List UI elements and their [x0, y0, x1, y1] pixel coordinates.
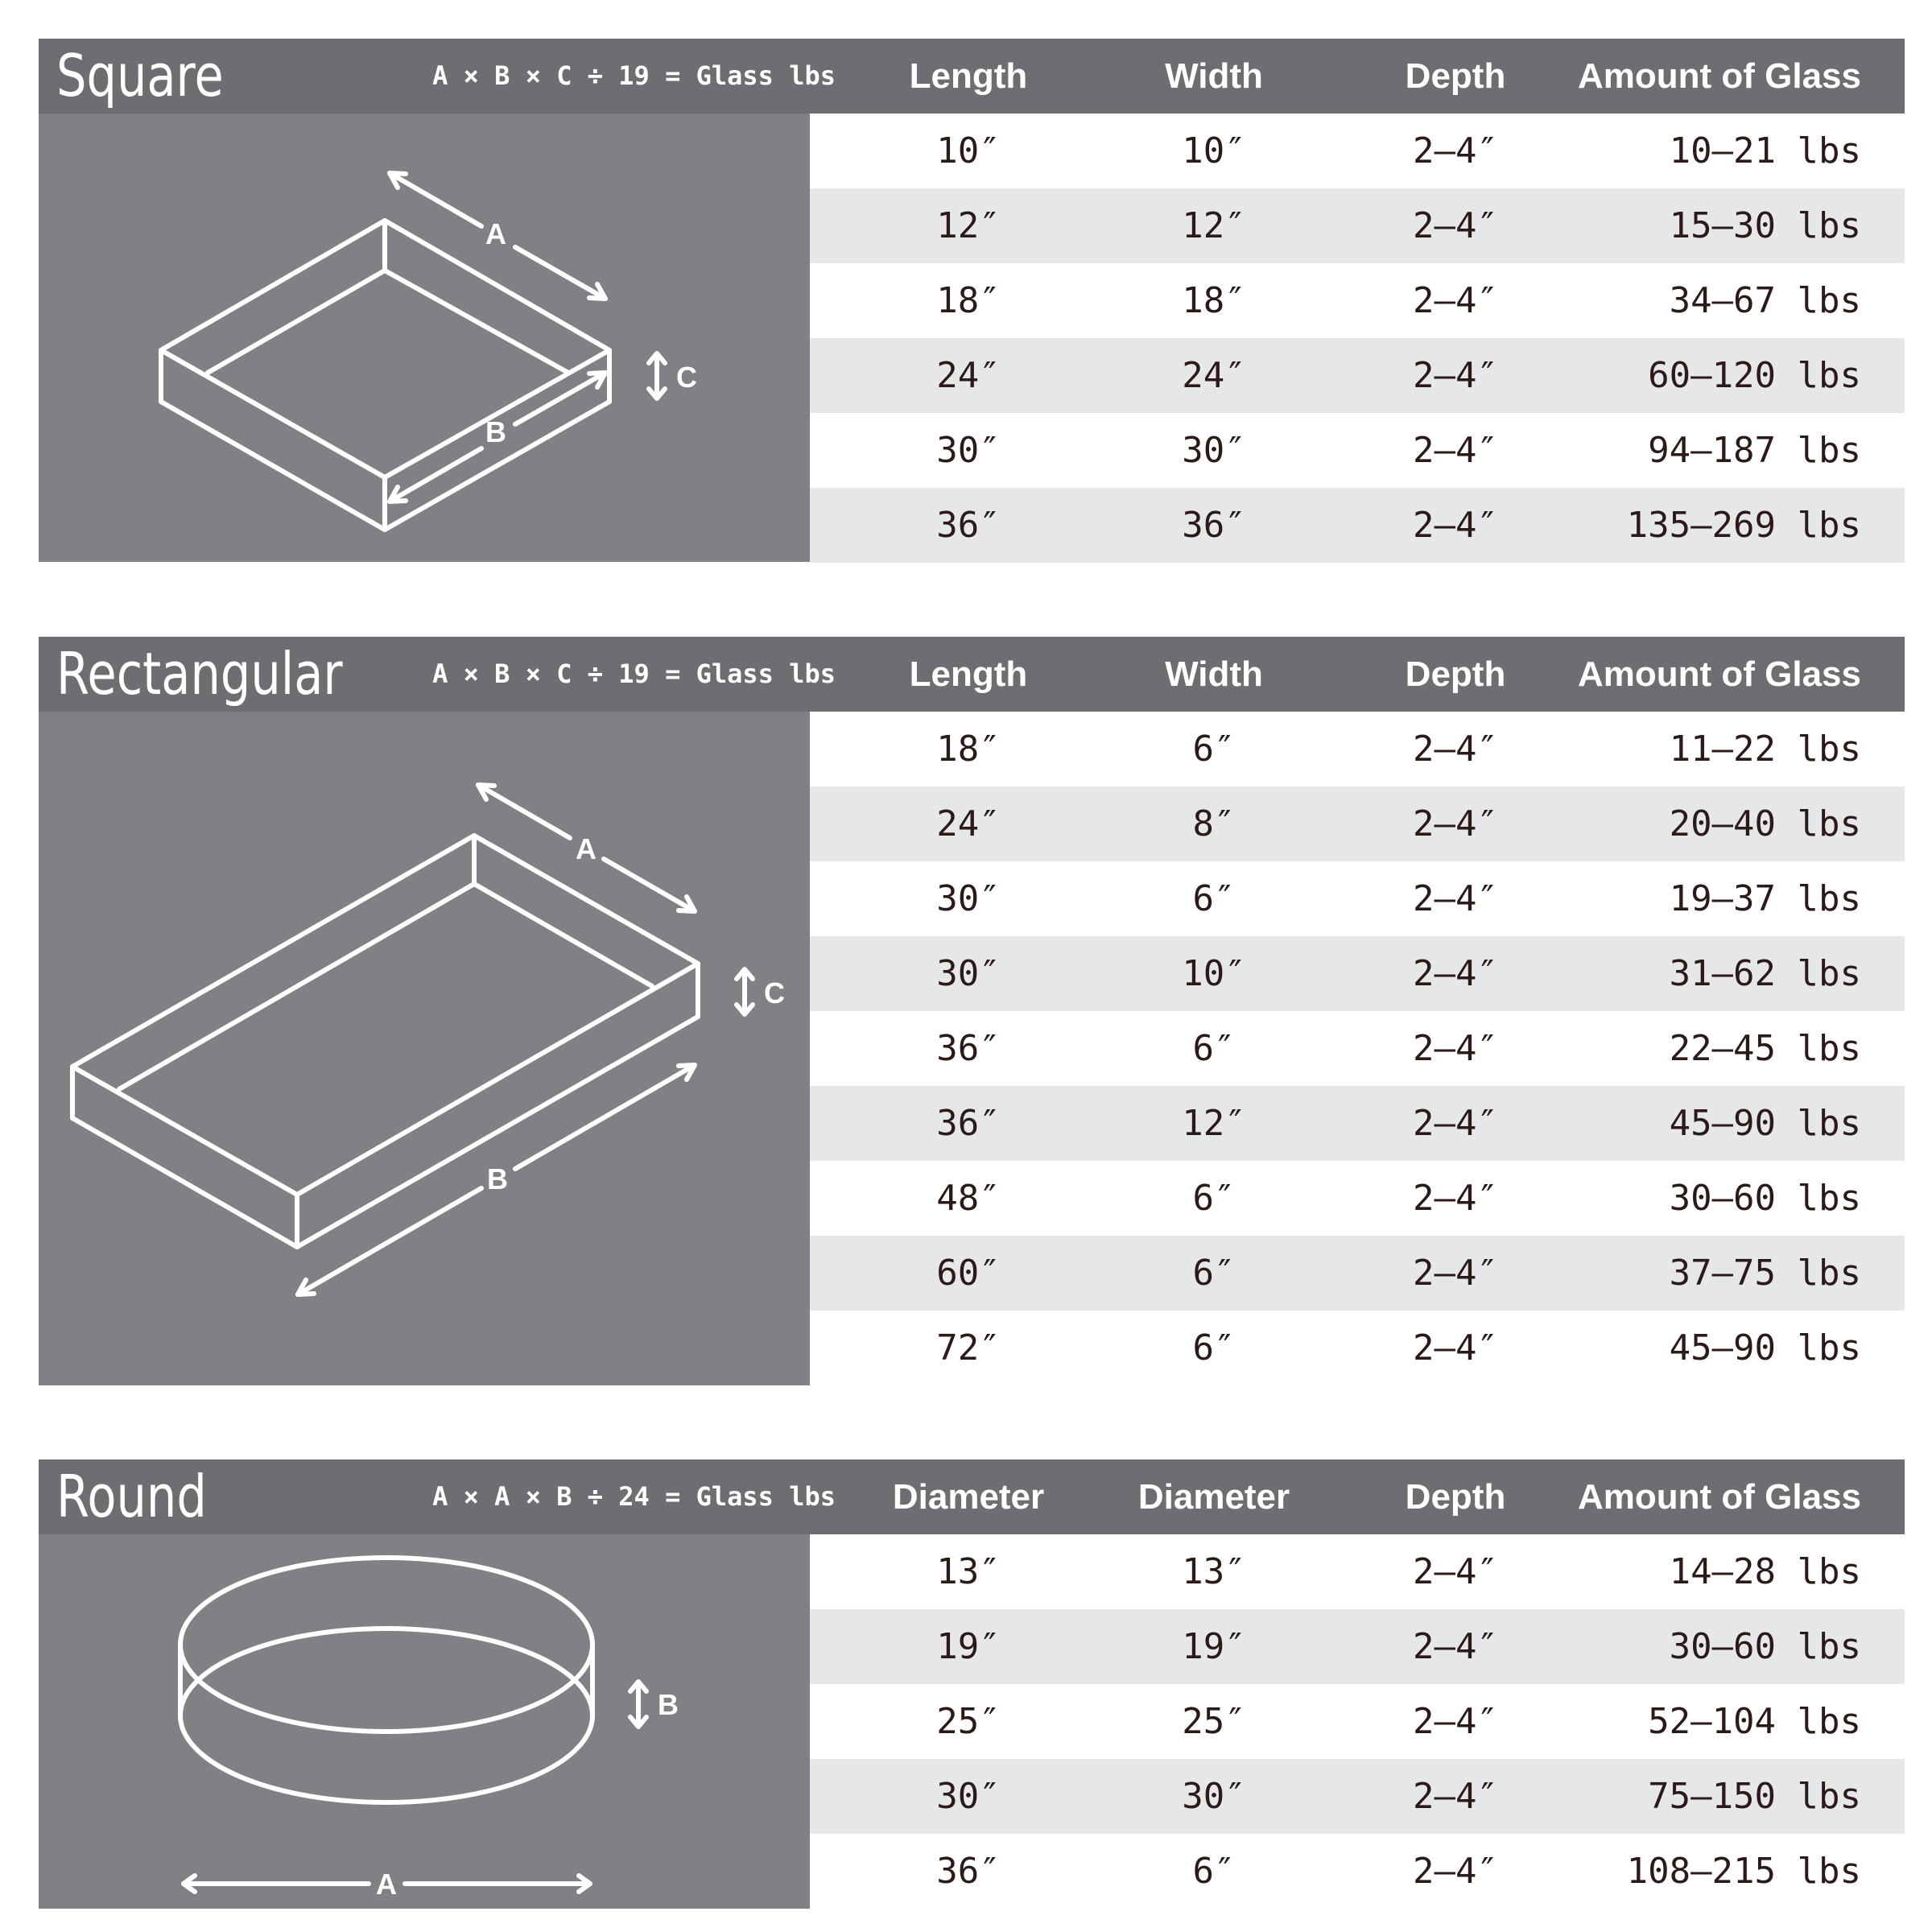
column-header: Width [1165, 56, 1263, 96]
diameter-cell: 13″ [936, 1551, 1001, 1592]
dimension-label-c: C [764, 976, 785, 1009]
box-top-outline [72, 836, 698, 1195]
dimension-label-a: A [376, 1868, 397, 1901]
diameter-cell: 30″ [936, 1776, 1001, 1817]
column-header: Depth [1405, 1477, 1506, 1517]
glass-amount-cell: 135–269 lbs [1626, 505, 1861, 546]
table-row [810, 1609, 1905, 1684]
depth-cell: 2–4″ [1413, 1253, 1498, 1294]
column-header: Length [909, 654, 1028, 694]
diameter-cell: 13″ [1182, 1551, 1246, 1592]
square-section [39, 39, 1905, 562]
table-row [810, 413, 1905, 488]
length-cell: 48″ [936, 1178, 1001, 1219]
glass-amount-cell: 15–30 lbs [1669, 205, 1861, 246]
column-header: Depth [1405, 56, 1506, 96]
section-title: Rectangular [56, 640, 343, 708]
cylinder-inner-rim [180, 1629, 592, 1715]
glass-amount-cell: 37–75 lbs [1669, 1253, 1861, 1294]
depth-cell: 2–4″ [1413, 1551, 1498, 1592]
depth-cell: 2–4″ [1413, 430, 1498, 471]
glass-amount-cell: 20–40 lbs [1669, 803, 1861, 844]
table-row [810, 338, 1905, 413]
square-table [810, 114, 1905, 563]
dimension-label-b: B [487, 1162, 508, 1195]
depth-cell: 2–4″ [1413, 878, 1498, 919]
table-row [810, 1534, 1905, 1609]
dimension-label-c: C [676, 361, 697, 394]
round-table [810, 1534, 1905, 1909]
depth-cell: 2–4″ [1413, 1103, 1498, 1144]
width-cell: 12″ [1182, 205, 1246, 246]
length-cell: 36″ [936, 1028, 1001, 1069]
width-cell: 6″ [1192, 1028, 1236, 1069]
length-cell: 30″ [936, 878, 1001, 919]
rectangular-header [39, 637, 1905, 712]
section-title: Square [56, 42, 224, 109]
depth-cell: 2–4″ [1413, 729, 1498, 770]
dimension-label-a: A [485, 217, 506, 250]
width-cell: 10″ [1182, 953, 1246, 994]
glass-amount-cell: 30–60 lbs [1669, 1178, 1861, 1219]
diameter-cell: 6″ [1192, 1851, 1236, 1892]
depth-cell: 2–4″ [1413, 130, 1498, 171]
table-row [810, 1161, 1905, 1236]
glass-amount-cell: 52–104 lbs [1648, 1701, 1861, 1742]
length-cell: 72″ [936, 1327, 1001, 1368]
column-header: Diameter [1137, 1477, 1290, 1517]
glass-amount-cell: 94–187 lbs [1648, 430, 1861, 471]
length-cell: 30″ [936, 430, 1001, 471]
table-row [810, 1011, 1905, 1086]
depth-cell: 2–4″ [1413, 505, 1498, 546]
width-cell: 24″ [1182, 355, 1246, 396]
rectangular-diagram [39, 712, 810, 1385]
table-row [810, 263, 1905, 338]
square-diagram [39, 114, 810, 562]
glass-amount-cell: 75–150 lbs [1648, 1776, 1861, 1817]
glass-amount-cell: 22–45 lbs [1669, 1028, 1861, 1069]
width-cell: 6″ [1192, 1178, 1236, 1219]
glass-amount-cell: 14–28 lbs [1669, 1551, 1861, 1592]
width-cell: 6″ [1192, 1253, 1236, 1294]
glass-amount-cell: 11–22 lbs [1669, 729, 1861, 770]
column-header: Amount of Glass [1577, 654, 1861, 694]
table-row [810, 114, 1905, 188]
formula: A × B × C ÷ 19 = Glass lbs [432, 658, 836, 689]
glass-amount-cell: 30–60 lbs [1669, 1626, 1861, 1667]
depth-cell: 2–4″ [1413, 1851, 1498, 1892]
length-cell: 24″ [936, 355, 1001, 396]
length-cell: 12″ [936, 205, 1001, 246]
diameter-cell: 25″ [1182, 1701, 1246, 1742]
width-cell: 30″ [1182, 430, 1246, 471]
width-cell: 6″ [1192, 878, 1236, 919]
rectangular-table [810, 712, 1905, 1385]
table-row [810, 936, 1905, 1011]
round-header [39, 1459, 1905, 1534]
depth-cell: 2–4″ [1413, 1776, 1498, 1817]
width-cell: 10″ [1182, 130, 1246, 171]
column-header: Length [909, 56, 1028, 96]
width-cell: 6″ [1192, 1327, 1236, 1368]
depth-cell: 2–4″ [1413, 803, 1498, 844]
depth-cell: 2–4″ [1413, 1701, 1498, 1742]
glass-amount-cell: 34–67 lbs [1669, 280, 1861, 321]
diameter-cell: 36″ [936, 1851, 1001, 1892]
table-row [810, 786, 1905, 861]
width-cell: 36″ [1182, 505, 1246, 546]
round-section [39, 1459, 1905, 1909]
round-diagram [39, 1534, 810, 1909]
column-header: Depth [1405, 654, 1506, 694]
glass-amount-cell: 108–215 lbs [1626, 1851, 1861, 1892]
length-cell: 10″ [936, 130, 1001, 171]
table-row [810, 188, 1905, 263]
length-cell: 18″ [936, 729, 1001, 770]
table-row [810, 1834, 1905, 1909]
length-cell: 18″ [936, 280, 1001, 321]
width-cell: 6″ [1192, 729, 1236, 770]
dimension-label-b: B [658, 1688, 679, 1721]
square-header [39, 39, 1905, 114]
depth-cell: 2–4″ [1413, 1178, 1498, 1219]
column-header: Amount of Glass [1577, 1477, 1861, 1517]
length-cell: 36″ [936, 505, 1001, 546]
section-title: Round [56, 1463, 207, 1530]
diameter-cell: 25″ [936, 1701, 1001, 1742]
glass-amount-cell: 60–120 lbs [1648, 355, 1861, 396]
glass-amount-cell: 45–90 lbs [1669, 1327, 1861, 1368]
table-row [810, 1236, 1905, 1311]
column-header: Diameter [892, 1477, 1045, 1517]
table-row [810, 488, 1905, 563]
glass-amount-cell: 31–62 lbs [1669, 953, 1861, 994]
width-cell: 12″ [1182, 1103, 1246, 1144]
depth-cell: 2–4″ [1413, 1327, 1498, 1368]
table-row [810, 861, 1905, 936]
diameter-cell: 19″ [1182, 1626, 1246, 1667]
table-row [810, 1759, 1905, 1834]
table-row [810, 1086, 1905, 1161]
length-cell: 36″ [936, 1103, 1001, 1144]
formula: A × A × B ÷ 24 = Glass lbs [432, 1481, 836, 1512]
table-row [810, 1684, 1905, 1759]
column-header: Amount of Glass [1577, 56, 1861, 96]
width-cell: 8″ [1192, 803, 1236, 844]
glass-amount-cell: 10–21 lbs [1669, 130, 1861, 171]
length-cell: 60″ [936, 1253, 1001, 1294]
depth-cell: 2–4″ [1413, 355, 1498, 396]
dimension-label-b: B [485, 415, 506, 448]
cylinder-top [180, 1558, 592, 1732]
formula: A × B × C ÷ 19 = Glass lbs [432, 60, 836, 91]
depth-cell: 2–4″ [1413, 1028, 1498, 1069]
depth-cell: 2–4″ [1413, 953, 1498, 994]
dimension-label-a: A [576, 832, 597, 865]
length-cell: 24″ [936, 803, 1001, 844]
width-cell: 18″ [1182, 280, 1246, 321]
glass-amount-cell: 19–37 lbs [1669, 878, 1861, 919]
depth-cell: 2–4″ [1413, 280, 1498, 321]
length-cell: 30″ [936, 953, 1001, 994]
depth-cell: 2–4″ [1413, 205, 1498, 246]
table-row [810, 1311, 1905, 1385]
depth-cell: 2–4″ [1413, 1626, 1498, 1667]
rectangular-section [39, 637, 1905, 1385]
diameter-cell: 19″ [936, 1626, 1001, 1667]
glass-amount-cell: 45–90 lbs [1669, 1103, 1861, 1144]
diameter-cell: 30″ [1182, 1776, 1246, 1817]
table-row [810, 712, 1905, 786]
column-header: Width [1165, 654, 1263, 694]
